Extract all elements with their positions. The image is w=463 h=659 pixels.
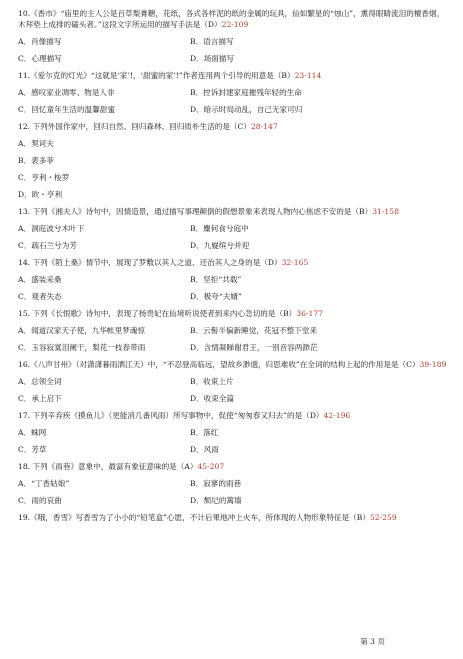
answer-option: B．收束上片 (190, 377, 234, 386)
answer-option: D．含情凝睇谢君王，一别音容两渺茫 (190, 343, 318, 352)
question-text (18, 121, 448, 132)
answer-option: C．芳草 (18, 445, 47, 454)
question-text (18, 308, 448, 319)
answer-option: C．雨的哀曲 (18, 496, 62, 505)
answer-option: C．观者失态 (18, 292, 62, 301)
question-stem: 12. 下列外国作家中，回归自然、回归森林、回归质朴生活的是（C） (18, 122, 251, 131)
answer-options (18, 427, 448, 455)
question-text (18, 70, 448, 81)
answer-option: A．闻道汉家天子使，九华帐里梦魂惊 (18, 326, 145, 335)
page-number: 第 3 页 (360, 637, 385, 646)
question-text (18, 206, 448, 217)
answer-option: D．收束全篇 (190, 394, 235, 403)
answer-option: B．云髻半偏新睡觉，花冠不整下堂来 (190, 326, 318, 335)
question-stem: 18. 下列《雨巷》意象中，最富有象征意味的是（A） (18, 462, 198, 471)
question-text (18, 410, 448, 421)
answer-options (18, 325, 448, 353)
answer-option: C．承上启下 (18, 394, 62, 403)
answer-option: A．感叹家业凋零、物是人非 (18, 88, 115, 97)
answer-options (18, 274, 448, 302)
answer-options (18, 223, 448, 251)
answer-option: D．九嶷缤兮并迎 (190, 241, 250, 250)
answer-option: A．盛装采桑 (18, 275, 62, 284)
answer-option: B．寂寥的雨巷 (190, 479, 242, 488)
answer-option: B．麋何食兮庭中 (190, 224, 249, 233)
page-reference: 22-109 (221, 20, 249, 29)
answer-option: B．语言描写 (190, 37, 234, 46)
question-stem: 10.《香市》“庙里的主人公是百草梨膏糖，花纸，各式各样泥的纸的金属的玩具，仙如繁星的“烛山”，熏得眼睛流泪的檀香烟，木拜垫上成排的磕头者。”这段文字所运用的描写手法是（D） (18, 9, 445, 29)
answer-option: C．回忆童年生活的温馨甜蜜 (18, 105, 115, 114)
question-text (18, 359, 448, 370)
page-reference: 45-207 (197, 462, 225, 471)
answer-option: D．颓圮的篱墙 (190, 496, 242, 505)
answer-option: C．玉容寂寞泪阑干，梨花一枝春带雨 (18, 343, 146, 352)
answer-option: A．契诃夫 (18, 139, 54, 148)
answer-option: C．心理描写 (18, 54, 62, 63)
answer-option: D．暗示时局动乱，自己无家可归 (190, 105, 303, 114)
answer-options (18, 376, 448, 404)
question-stem: 14. 下列《陌上桑》情节中，展现了罗敷以其人之道、还治其人之身的是（D） (18, 258, 282, 267)
question-stem: 11.《爱尔克的灯光》“这就是‘家’!，‘甜蜜的家’!”作者连用两个引导的用意是（B） (18, 71, 295, 80)
answer-option: A．总领全词 (18, 377, 62, 386)
page-reference: 42-196 (323, 411, 351, 420)
answer-option: D．极夸“夫婿” (190, 292, 242, 301)
answer-options (18, 138, 448, 200)
page-reference: 32-165 (281, 258, 309, 267)
question-text (18, 8, 448, 30)
answer-options (18, 478, 448, 506)
answer-option: D．风雨 (190, 445, 219, 454)
question-text (18, 257, 448, 268)
answer-option: B．落红 (190, 428, 219, 437)
page-reference: 39-189 (419, 360, 447, 369)
answer-option: B．控诉封建家庭摧残年轻的生命 (190, 88, 302, 97)
question-stem: 17. 下列辛弃疾《摸鱼儿》（更能消几番风雨）所写事物中，促使“匆匆春又归去”的是（D） (18, 411, 324, 420)
answer-option: B．坚拒“共载” (190, 275, 242, 284)
answer-options (18, 87, 448, 115)
question-stem: 15. 下列《长恨歌》诗句中，表现了杨贵妃在仙境听说使者到来内心急切的是（B） (18, 309, 297, 318)
answer-option: A．蛛网 (18, 428, 47, 437)
question-list (18, 8, 448, 529)
question-stem: 16.《八声甘州》（对潇潇暮雨洒江天）中，“不忍登高临远，望故乡渺邈，归思难收”在全词的结构上起的作用是是（C） (18, 360, 420, 369)
answer-options (18, 36, 448, 64)
answer-option: D．场面描写 (190, 54, 235, 63)
answer-option: A．肖像描写 (18, 37, 62, 46)
answer-option: A．洞庭波兮木叶下 (18, 224, 85, 233)
answer-option: C．亨利・梭罗 (18, 173, 70, 182)
page-reference: 28-147 (250, 122, 278, 131)
question-text (18, 461, 448, 472)
answer-option: D．欧・亨利 (18, 190, 63, 199)
page-reference: 23-114 (294, 71, 322, 80)
answer-option: C．疏石兰兮为芳 (18, 241, 77, 250)
answer-option: A．“丁香姑娘” (18, 479, 70, 488)
question-text (18, 512, 448, 523)
question-stem: 13. 下列《湘夫人》诗句中，因情造景，通过描写事理颠倒的假想景象来表现人物内心焦虑不安的是（B） (18, 207, 373, 216)
page-reference: 31-158 (372, 207, 399, 216)
page-reference: 36-177 (296, 309, 323, 318)
page-reference: 52-259 (369, 513, 397, 522)
question-stem: 19.《哦，香雪》写香雪为了小小的“铅笔盒”心愿，不计后果地冲上火车，所体现的人物形象特征是（B） (18, 513, 370, 522)
answer-option: B．裴多菲 (18, 156, 54, 165)
